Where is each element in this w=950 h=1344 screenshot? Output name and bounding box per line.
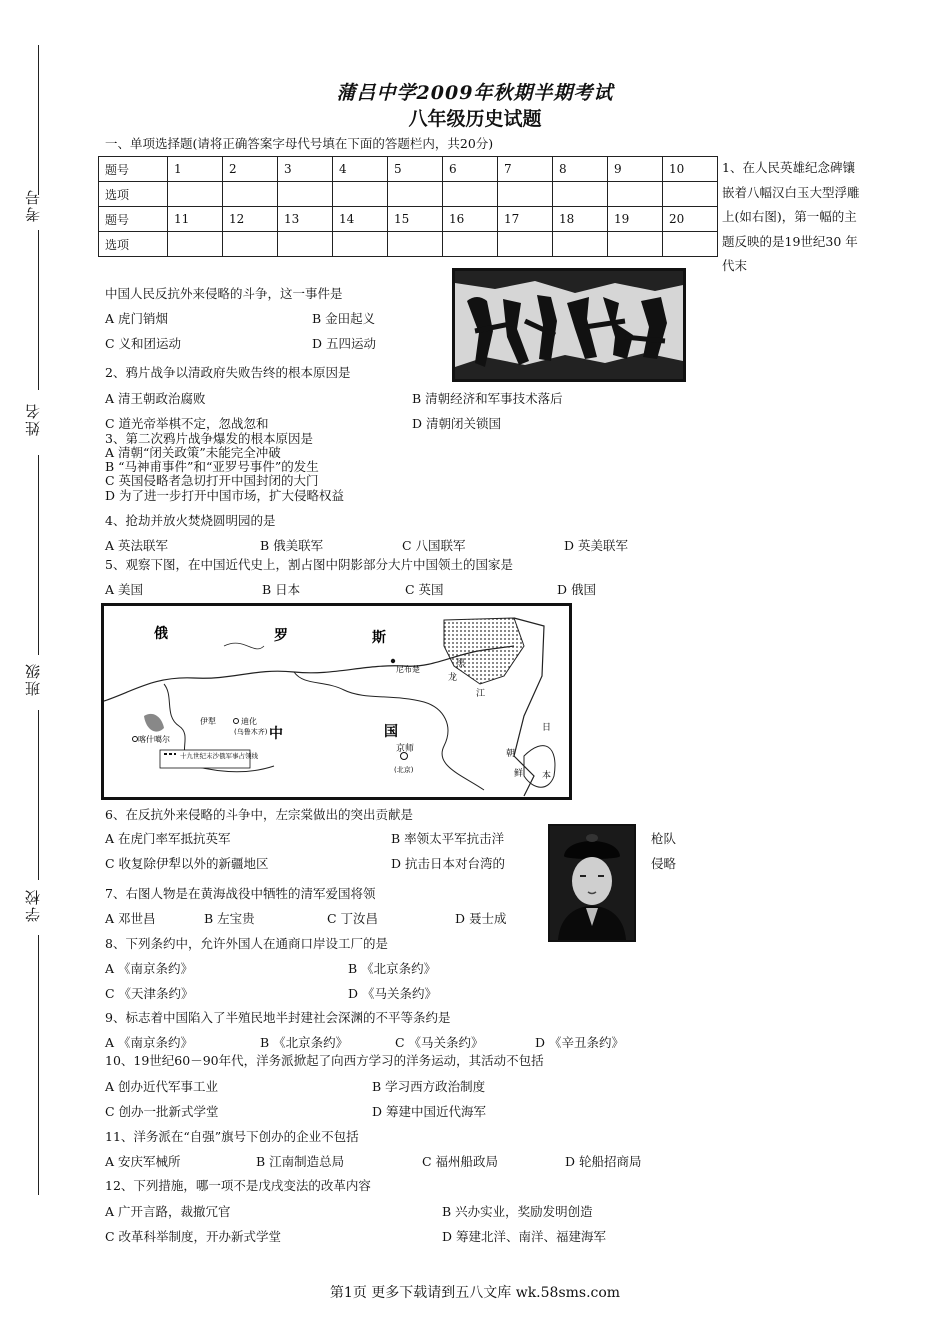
answer-cell[interactable] xyxy=(498,232,553,257)
answer-cell[interactable] xyxy=(663,232,718,257)
answer-cell[interactable] xyxy=(278,182,333,207)
binding-line xyxy=(38,935,39,1195)
option[interactable]: B 金田起义 xyxy=(312,311,376,326)
exam-subtitle: 八年级历史试题 xyxy=(408,108,542,130)
option[interactable]: D 五四运动 xyxy=(312,336,376,351)
option[interactable]: A 创办近代军事工业 xyxy=(105,1079,219,1094)
table-cell: 14 xyxy=(333,207,388,232)
map-label-kashi: 喀什噶尔 xyxy=(138,735,170,744)
question-6-tail: 侵略 xyxy=(651,856,677,871)
option[interactable]: D 为了进一步打开中国市场，扩大侵略权益 xyxy=(105,488,344,503)
option[interactable]: A 美国 xyxy=(105,582,144,597)
question-12: 12、下列措施，哪一项不是戊戌变法的改革内容 xyxy=(105,1178,371,1193)
answer-cell[interactable] xyxy=(443,232,498,257)
table-cell: 10 xyxy=(663,157,718,182)
option[interactable]: A 安庆军械所 xyxy=(105,1154,181,1169)
option[interactable]: B 《北京条约》 xyxy=(348,961,437,976)
map-label-xian: 鲜 xyxy=(514,769,524,779)
table-row xyxy=(99,157,718,182)
table-cell: 13 xyxy=(278,207,333,232)
option[interactable]: C 英国 xyxy=(405,582,444,597)
option[interactable]: A 清王朝政治腐败 xyxy=(105,391,206,406)
table-cell: 3 xyxy=(278,157,333,182)
table-row xyxy=(99,182,718,207)
map-label-nibuchu: 尼布楚 xyxy=(396,665,420,674)
relief-sculpture-image xyxy=(452,268,686,382)
answer-table xyxy=(98,156,718,257)
question-5: 5、观察下图，在中国近代史上，割占图中阴影部分大片中国领土的国家是 xyxy=(105,557,513,572)
option[interactable]: D 抗击日本对台湾的 xyxy=(391,856,505,871)
map-label-jingshi: 京师 xyxy=(396,744,415,754)
map-label-si: 斯 xyxy=(372,630,386,646)
answer-cell[interactable] xyxy=(608,182,663,207)
option[interactable]: B 兴办实业，奖励发明创造 xyxy=(442,1204,593,1219)
banji-label: 班级 xyxy=(24,662,42,696)
russia-china-map xyxy=(101,603,572,800)
answer-cell[interactable] xyxy=(278,232,333,257)
answer-cell[interactable] xyxy=(553,182,608,207)
table-cell: 1 xyxy=(168,157,223,182)
question-9: 9、标志着中国陷入了半殖民地半封建社会深渊的不平等条约是 xyxy=(105,1010,451,1025)
option[interactable]: A 《南京条约》 xyxy=(105,961,194,976)
option[interactable]: B 《北京条约》 xyxy=(260,1035,349,1050)
table-cell: 8 xyxy=(553,157,608,182)
table-cell: 6 xyxy=(443,157,498,182)
map-label-chao: 朝 xyxy=(506,749,516,759)
page-footer: 第1页 更多下载请到五八文库 wk.58sms.com xyxy=(329,1285,621,1301)
option[interactable]: D 俄国 xyxy=(557,582,596,597)
question-4: 4、抢劫并放火焚烧圆明园的是 xyxy=(105,513,276,528)
option[interactable]: C 创办一批新式学堂 xyxy=(105,1104,219,1119)
table-cell: 18 xyxy=(553,207,608,232)
answer-cell[interactable] xyxy=(663,182,718,207)
table-cell: 15 xyxy=(388,207,443,232)
relief-sculpture-icon xyxy=(455,271,683,379)
option[interactable]: C 义和团运动 xyxy=(105,336,182,351)
table-cell: 17 xyxy=(498,207,553,232)
exam-title: 蒲吕中学2009年秋期半期考试 xyxy=(336,82,614,104)
map-graphic xyxy=(104,606,569,797)
answer-cell[interactable] xyxy=(388,182,443,207)
answer-cell[interactable] xyxy=(443,182,498,207)
table-cell: 4 xyxy=(333,157,388,182)
answer-cell[interactable] xyxy=(388,232,443,257)
option[interactable]: A 在虎门率军抵抗英军 xyxy=(105,831,231,846)
table-cell: 5 xyxy=(388,157,443,182)
option[interactable]: A 邓世昌 xyxy=(105,911,156,926)
answer-cell[interactable] xyxy=(498,182,553,207)
question-8: 8、下列条约中，允许外国人在通商口岸设工厂的是 xyxy=(105,936,388,951)
option[interactable]: D 轮船招商局 xyxy=(565,1154,642,1169)
option[interactable]: C 丁汝昌 xyxy=(327,911,379,926)
option[interactable]: B 日本 xyxy=(262,582,301,597)
table-cell: 2 xyxy=(223,157,278,182)
table-cell: 11 xyxy=(168,207,223,232)
map-label-hei: 黑 xyxy=(456,659,466,669)
option[interactable]: C 英国侵略者急切打开中国封闭的大门 xyxy=(105,473,319,488)
map-label-yili: 伊犁 xyxy=(200,717,216,726)
map-label-long: 龙 xyxy=(448,673,458,683)
option[interactable]: B 江南制造总局 xyxy=(256,1154,345,1169)
option[interactable]: A 广开言路，裁撤冗官 xyxy=(105,1204,231,1219)
question-10: 10、19世纪60－90年代，洋务派掀起了向西方学习的洋务运动，其活动不包括 xyxy=(105,1053,544,1068)
answer-cell[interactable] xyxy=(608,232,663,257)
option[interactable]: D 《马关条约》 xyxy=(348,986,437,1001)
question-6: 6、在反抗外来侵略的斗争中，左宗棠做出的突出贡献是 xyxy=(105,807,413,822)
answer-cell[interactable] xyxy=(333,182,388,207)
map-label-beijing: (北京) xyxy=(394,766,414,774)
option[interactable]: B 率领太平军抗击洋 xyxy=(391,831,505,846)
option[interactable]: B 俄美联军 xyxy=(260,538,324,553)
portrait-icon xyxy=(550,826,634,940)
table-cell: 7 xyxy=(498,157,553,182)
option[interactable]: B 学习西方政治制度 xyxy=(372,1079,486,1094)
option[interactable]: C 《马关条约》 xyxy=(395,1035,484,1050)
xuexiao-label: 学校 xyxy=(24,888,42,922)
binding-line xyxy=(38,455,39,655)
xingming-label: 姓名 xyxy=(24,402,42,436)
option[interactable]: C 收复除伊犁以外的新疆地区 xyxy=(105,856,269,871)
option[interactable]: C 福州船政局 xyxy=(422,1154,499,1169)
question-6-tail: 枪队 xyxy=(651,831,677,846)
option[interactable]: B “马神甫事件”和“亚罗号事件”的发生 xyxy=(105,459,319,474)
option[interactable]: D 清朝闭关锁国 xyxy=(412,416,501,431)
answer-cell[interactable] xyxy=(223,232,278,257)
map-label-zhong: 中 xyxy=(269,726,283,742)
table-head: 选项 xyxy=(99,182,168,207)
map-label-jiang: 江 xyxy=(476,689,486,699)
option[interactable]: C 《天津条约》 xyxy=(105,986,194,1001)
option[interactable]: A 《南京条约》 xyxy=(105,1035,194,1050)
binding-line xyxy=(38,230,39,390)
map-label-ri: 日 xyxy=(542,723,552,733)
table-head: 题号 xyxy=(99,157,168,182)
option[interactable]: D 《辛丑条约》 xyxy=(535,1035,624,1050)
answer-cell[interactable] xyxy=(168,232,223,257)
option[interactable]: B 左宝贵 xyxy=(204,911,255,926)
question-7: 7、右图人物是在黄海战役中牺牲的清军爱国将领 xyxy=(105,886,376,901)
answer-cell[interactable] xyxy=(333,232,388,257)
map-legend: 十九世纪末沙俄军事占领线 xyxy=(180,752,258,760)
map-label-e: 俄 xyxy=(154,626,168,642)
option[interactable]: D 聂士成 xyxy=(455,911,507,926)
option[interactable]: C 改革科举制度，开办新式学堂 xyxy=(105,1229,282,1244)
table-cell: 9 xyxy=(608,157,663,182)
map-label-luo: 罗 xyxy=(274,628,288,644)
map-label-dihua: 迪化 xyxy=(241,717,257,726)
table-cell: 16 xyxy=(443,207,498,232)
table-row xyxy=(99,232,718,257)
answer-cell[interactable] xyxy=(223,182,278,207)
table-cell: 19 xyxy=(608,207,663,232)
option[interactable]: A 清朝“闭关政策”未能完全冲破 xyxy=(105,445,281,460)
option[interactable]: D 筹建中国近代海军 xyxy=(372,1104,486,1119)
table-row xyxy=(99,207,718,232)
table-cell: 12 xyxy=(223,207,278,232)
option[interactable]: A 英法联军 xyxy=(105,538,169,553)
table-head: 选项 xyxy=(99,232,168,257)
option[interactable]: A 虎门销烟 xyxy=(105,311,169,326)
binding-line xyxy=(38,710,39,880)
general-portrait-image xyxy=(548,824,636,942)
map-label-guo: 国 xyxy=(384,724,398,740)
answer-cell[interactable] xyxy=(168,182,223,207)
answer-cell[interactable] xyxy=(553,232,608,257)
option[interactable]: D 筹建北洋、南洋、福建海军 xyxy=(442,1229,606,1244)
map-label-wulumuqi: (乌鲁木齐) xyxy=(234,728,268,736)
question-11: 11、洋务派在“自强”旗号下创办的企业不包括 xyxy=(105,1129,359,1144)
question-1-side-text: 1、在人民英雄纪念碑镶嵌着八幅汉白玉大型浮雕上(如右图)，第一幅的主题反映的是19世纪30 年代末 xyxy=(722,160,860,273)
option[interactable]: D 英美联军 xyxy=(564,538,628,553)
kaohao-label: 考号 xyxy=(24,188,42,222)
option[interactable]: C 道光帝举棋不定，忽战忽和 xyxy=(105,416,269,431)
question-3: 3、第二次鸦片战争爆发的根本原因是 xyxy=(105,431,313,446)
option[interactable]: B 清朝经济和军事技术落后 xyxy=(412,391,563,406)
option[interactable]: C 八国联军 xyxy=(402,538,466,553)
question-2: 2、鸦片战争以清政府失败告终的根本原因是 xyxy=(105,365,351,380)
table-cell: 20 xyxy=(663,207,718,232)
table-head: 题号 xyxy=(99,207,168,232)
map-label-ben: 本 xyxy=(542,771,552,781)
question-1-continued: 中国人民反抗外来侵略的斗争，这一事件是 xyxy=(105,286,343,301)
section-heading: 一、单项选择题(请将正确答案字母代号填在下面的答题栏内，共20分) xyxy=(105,136,494,151)
